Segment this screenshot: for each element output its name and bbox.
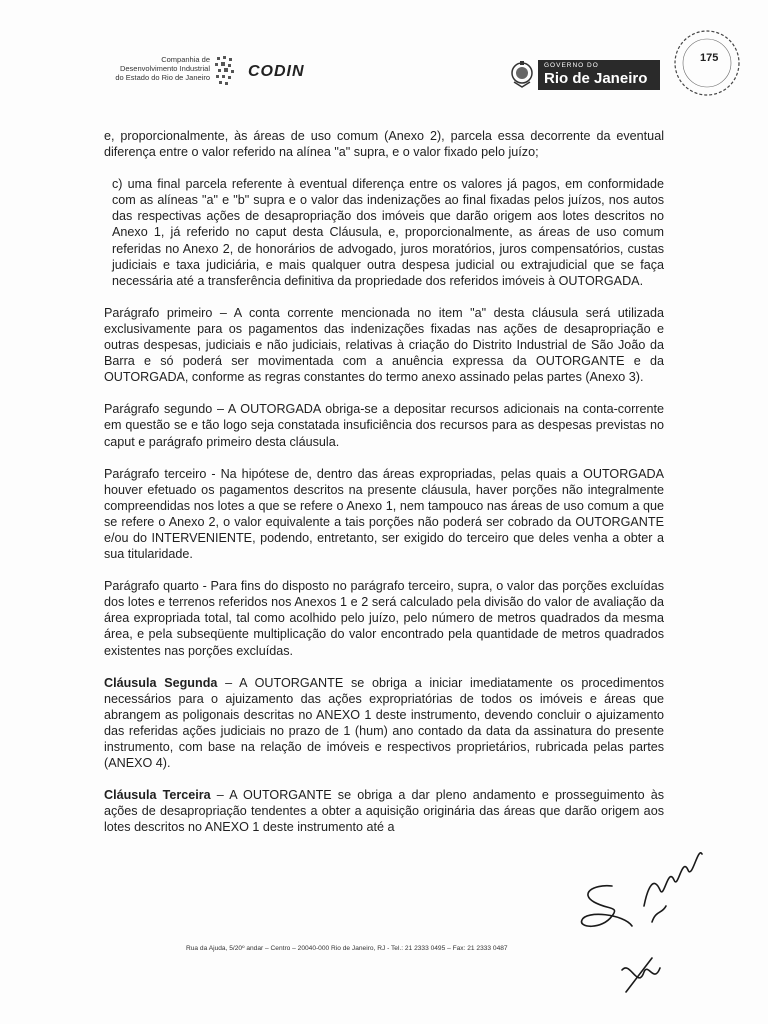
codin-header [98, 55, 338, 95]
company-line-2: Desenvolvimento Industrial [119, 64, 210, 73]
page-number: 175 [700, 52, 719, 64]
paragraph-text: e, proporcionalmente, às áreas de uso comum (Anexo 2), parcela essa decorrente da eventual diferença entre o valor referido na alínea "a" supra, e o valor fixado pelo juízo; [104, 129, 664, 160]
company-line-1: Companhia de [161, 55, 210, 64]
paragraph-text: – A OUTORGANTE se obriga a dar pleno andamento e prosseguimento às ações de desapropriação tendentes a obter a aquisição originária das áreas que darão origem aos lotes descritos no ANEXO 1 deste instrumento até a [104, 788, 664, 835]
gov-top-text: GOVERNO DO [544, 62, 599, 69]
paragraph-text: Parágrafo segundo – A OUTORGADA obriga-se a depositar recursos adicionais na conta-corrente em questão se e tão logo seja constatada insuficiência dos recursos para as despesas previstas no caput e parágrafo primeiro desta cláusula. [104, 402, 664, 449]
codin-symbol-icon [214, 55, 236, 87]
paragraph [104, 675, 664, 772]
footer-address: Rua da Ajuda, 5/20º andar – Centro – 20040-000 Rio de Janeiro, RJ - Tel.: 21 2333 0495 – Fax: 21 2333 0487 [186, 945, 508, 952]
signature-rubric-icon [632, 836, 708, 926]
codin-logo: CODIN [248, 63, 305, 80]
signature-mark-icon [616, 950, 666, 1000]
government-header [510, 60, 660, 90]
paragraph-text: – A OUTORGANTE se obriga a iniciar imediatamente os procedimentos necessários para o ajuizamento das ações expropriatórias de todos os imóveis e áreas que abrangem as poligonais descritas no ANEXO 1 deste instrumento, devendo concluir o ajuizamento das referidas ações judiciais no prazo de 1 (hum) ano contado da data da assinatura do presente instrumento, com base na relação de imóveis e respectivos proprietários, rubricada pelas partes (ANEXO 4). [104, 675, 664, 771]
paragraph-text: c) uma final parcela referente à eventual diferença entre os valores já pagos, em conformidade com as alíneas "a" e "b" supra e o valor das indenizações ao final fixadas pelos juízos, nos autos das respectivas ações de desapropriação dos imóveis que darão origem aos lotes descritos no Anexo 1, já referido no caput desta Cláusula, e, proporcionalmente, as áreas de uso comum referidas no Anexo 2, de honorários de advogado, juros moratórios, juros compensatórios, custas judiciais e taxa judiciária, e mais qualquer outra despesa judicial ou extrajudicial que se faça necessária até a transferência definitiva da propriedade dos referidos imóveis à OUTORGADA. [112, 177, 664, 288]
gov-bottom-text: Rio de Janeiro [544, 70, 648, 87]
clause-heading: Cláusula Segunda [104, 675, 218, 690]
company-name [98, 55, 210, 82]
paragraph [104, 787, 664, 835]
clause-heading: Cláusula Terceira [104, 788, 211, 803]
paragraph [104, 466, 664, 563]
paragraph-text: Parágrafo primeiro – A conta corrente mencionada no item "a" desta cláusula será utilizada exclusivamente para os pagamentos das indenizações fixadas nas ações de desapropriação e outras despesas, judiciais e não judiciais, relativas à criação do Distrito Industrial de São João da Barra e só poderá ser movimentada com a anuência expressa da OUTORGANTE e da OUTORGADA, conforme as regras constantes do termo anexo assinado pelas partes (Anexo 3). [104, 305, 664, 385]
paragraph-text: Parágrafo quarto - Para fins do disposto no parágrafo terceiro, supra, o valor das porções excluídas dos lotes e terrenos referidos nos Anexos 1 e 2 será calculado pela divisão do valor de avaliação da área expropriada total, tal como acolhido pelo juízo, pelo número de metros quadrados da mesma área, e pela subseqüente multiplicação do valor encontrado pela quantidade de metros quadrados existentes nas porções excluídas. [104, 579, 664, 658]
paragraph [104, 578, 664, 658]
paragraph-text: Parágrafo terceiro - Na hipótese de, dentro das áreas expropriadas, pelas quais a OUTORGADA houver efetuado os pagamentos descritos na presente cláusula, haver porções não integralmente compreendidas nos lotes a que se refere o Anexo 1, nem tampouco nas áreas de uso comum a que se refere o Anexo 2, o valor equivalente a tais porções não poderá ser cobrado da OUTORGANTE e/ou do INTERVENIENTE, podendo, entretanto, ser exigido do terceiro que deles venha a obter a sua titularidade. [104, 466, 664, 562]
company-line-3: do Estado do Rio de Janeiro [115, 73, 210, 82]
paragraph [104, 128, 664, 160]
state-crest-icon [510, 60, 534, 88]
paragraph [104, 305, 664, 385]
government-logo [538, 60, 660, 90]
document-body [104, 128, 664, 851]
paragraph [104, 401, 664, 449]
paragraph [104, 176, 664, 289]
